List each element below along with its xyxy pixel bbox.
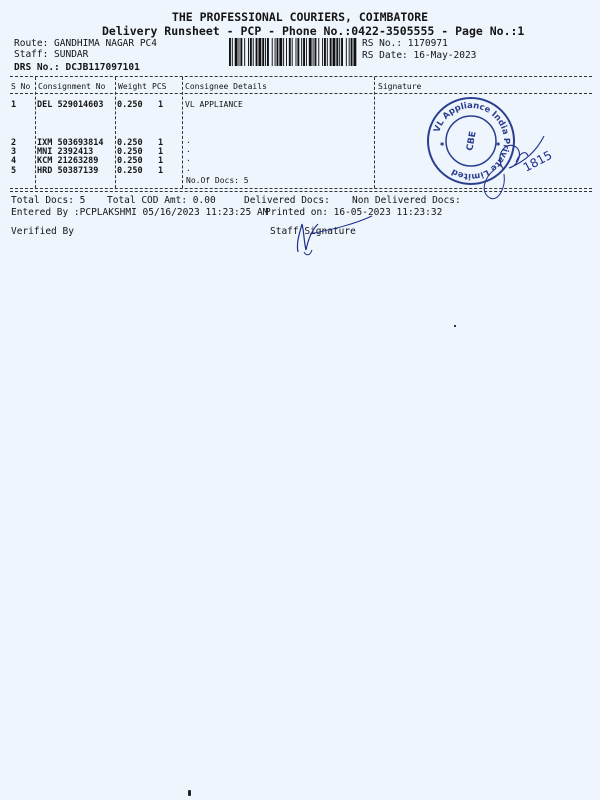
barcode-bar <box>306 38 307 66</box>
barcode-bar <box>283 38 284 66</box>
row-consignment: MNI 2392413 <box>37 147 94 157</box>
barcode-bar <box>324 38 326 66</box>
rs-date: RS Date: 16-May-2023 <box>362 50 477 61</box>
row-pcs: 1 <box>158 138 164 148</box>
barcode-bar <box>336 38 338 66</box>
row-details: VL APPLIANCE <box>185 100 243 109</box>
company-title: THE PROFESSIONAL COURIERS, COIMBATORE <box>171 10 429 24</box>
barcode-bar <box>318 38 319 66</box>
col-divider-2 <box>115 77 116 188</box>
row-details: . <box>186 136 191 145</box>
barcode-bar <box>346 38 347 66</box>
row-details: . <box>186 154 191 163</box>
table-header-rule <box>10 93 592 94</box>
receiver-signature <box>464 122 564 204</box>
drs-number: DRS No.: DCJB117097101 <box>14 62 140 73</box>
row-details: . <box>186 164 191 173</box>
barcode-bar <box>253 38 254 66</box>
col-header-pcs: PCS <box>152 82 167 91</box>
barcode-bar <box>341 38 343 66</box>
row-pcs: 1 <box>158 156 164 166</box>
col-header-signature: Signature <box>378 82 422 91</box>
barcode-bar <box>277 38 279 66</box>
barcode-bar <box>275 38 276 66</box>
barcode-bar <box>296 38 297 66</box>
row-sno: 2 <box>11 138 17 148</box>
non-delivered-docs: Non Delivered Docs: <box>352 195 461 206</box>
barcode-bar <box>292 38 293 66</box>
barcode-bar <box>333 38 336 66</box>
stamp-ring-text: VL Appliance India Private Limited <box>432 100 512 182</box>
row-weight: 0.250 <box>117 166 143 176</box>
col-header-consignment: Consignment No <box>38 82 106 91</box>
row-sno: 3 <box>11 147 17 157</box>
col-divider-1 <box>35 77 36 188</box>
barcode-bar <box>315 38 317 66</box>
col-header-sno: S No <box>11 82 31 91</box>
barcode-bar <box>229 38 231 66</box>
barcode-bar <box>248 38 249 66</box>
barcode-bar <box>297 38 299 66</box>
barcode-bar <box>279 38 282 66</box>
barcode-bar <box>235 38 238 66</box>
printed-on: Printed on: 16-05-2023 11:23:32 <box>265 207 443 218</box>
barcode-bar <box>289 38 291 66</box>
rs-number: RS No.: 1170971 <box>362 38 448 49</box>
delivered-docs: Delivered Docs: <box>244 195 330 206</box>
handwritten-number: 1815 <box>520 147 555 175</box>
barcode-bar <box>303 38 305 66</box>
row-pcs: 1 <box>158 147 164 157</box>
barcode-bar <box>240 38 242 66</box>
row-details: . <box>186 145 191 154</box>
entered-by: Entered By :PCPLAKSHMI 05/16/2023 11:23:25 AM <box>11 207 269 218</box>
verified-by: Verified By <box>11 226 74 237</box>
stamp-star-icon: ✱ <box>440 140 445 148</box>
stamp-center-text: CBE <box>465 130 479 152</box>
barcode-bar <box>272 38 273 66</box>
col-divider-3 <box>182 77 183 188</box>
row-consignment: KCM 21263289 <box>37 156 99 166</box>
table-top-rule <box>10 76 592 77</box>
barcode-bar <box>267 38 269 66</box>
barcode-bar <box>232 38 233 66</box>
no-of-docs: No.Of Docs: 5 <box>186 176 249 185</box>
row-consignment: DEL 529014603 <box>37 100 104 110</box>
scan-speck <box>188 790 191 796</box>
col-divider-4 <box>374 77 375 188</box>
barcode-bar <box>256 38 258 66</box>
barcode-bar <box>353 38 356 66</box>
barcode-bar <box>250 38 252 66</box>
row-weight: 0.250 <box>117 138 143 148</box>
barcode-bar <box>322 38 323 66</box>
barcode-bar <box>286 38 287 66</box>
scan-speck <box>454 325 456 327</box>
barcode-bar <box>258 38 261 66</box>
runsheet-subtitle: Delivery Runsheet - PCP - Phone No.:0422-3505555 - Page No.:1 <box>102 24 525 38</box>
staff-signature-label: Staff Signature <box>270 226 356 237</box>
barcode-bar <box>301 38 302 66</box>
total-docs: Total Docs: 5 <box>11 195 86 206</box>
col-header-consignee: Consignee Details <box>185 82 267 91</box>
barcode-bar <box>309 38 312 66</box>
barcode-bar <box>339 38 340 66</box>
barcode-bar <box>244 38 245 66</box>
row-weight: 0.250 <box>117 147 143 157</box>
staff-label: Staff: SUNDAR <box>14 49 89 60</box>
row-pcs: 1 <box>158 166 164 176</box>
total-cod: Total COD Amt: 0.00 <box>107 195 216 206</box>
row-weight: 0.250 <box>117 100 143 110</box>
route-label: Route: GANDHIMA NAGAR PC4 <box>14 38 157 49</box>
staff-signature-mark <box>288 214 378 258</box>
barcode-bar <box>349 38 350 66</box>
stamp-star-icon: ✱ <box>496 140 501 148</box>
barcode-bar <box>330 38 332 66</box>
row-sno: 5 <box>11 166 17 176</box>
barcode-bar <box>265 38 266 66</box>
barcode-bar <box>313 38 314 66</box>
row-weight: 0.250 <box>117 156 143 166</box>
barcode-image <box>229 38 357 66</box>
barcode-bar <box>239 38 240 66</box>
row-sno: 1 <box>11 100 17 110</box>
row-consignment: HRD 50387139 <box>37 166 99 176</box>
barcode-bar <box>262 38 264 66</box>
row-sno: 4 <box>11 156 17 166</box>
barcode-bar <box>327 38 328 66</box>
barcode-bar <box>351 38 353 66</box>
col-header-weight: Weight <box>118 82 147 91</box>
row-consignment: IXM 503693814 <box>37 138 104 148</box>
row-pcs: 1 <box>158 100 164 110</box>
